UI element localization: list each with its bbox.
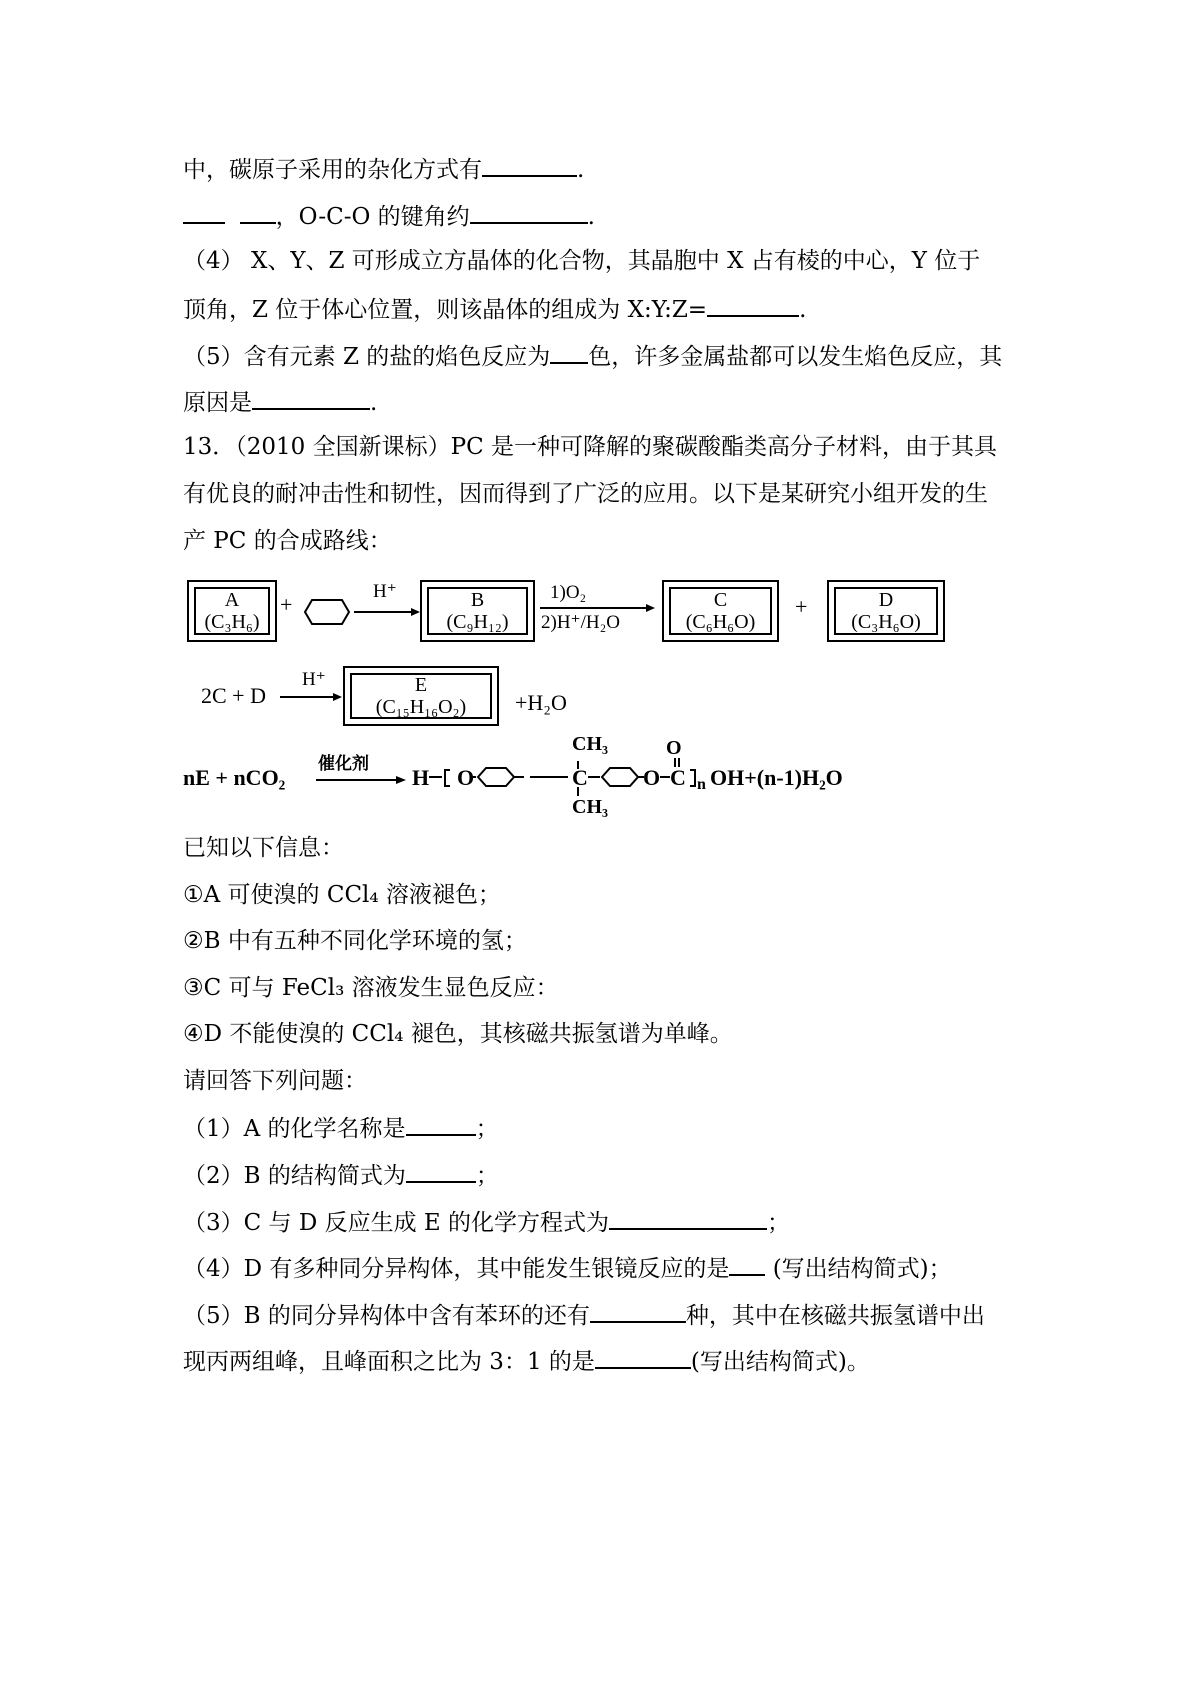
byproduct-water: +H₂O: [515, 690, 567, 715]
question-5-line-2: 现丙两组峰，且峰面积之比为 3：1 的是 (写出结构简式)。: [183, 1345, 870, 1377]
partial-line-2: ，O-C-O 的键角约 .: [183, 200, 595, 232]
partial-line-1: 中，碳原子采用的杂化方式有 .: [183, 153, 584, 185]
benzene-ring: [304, 598, 350, 626]
methyl-bottom: CH₃: [572, 796, 608, 818]
polymer-oh-end: OH+(n-1)H₂O: [710, 765, 843, 790]
answer-blank[interactable]: [729, 1252, 765, 1276]
known-item-4: ④D 不能使溴的 CCl₄ 褪色，其核磁共振氢谱为单峰。: [183, 1021, 733, 1047]
questions-title: 请回答下列问题：: [183, 1068, 367, 1094]
catalyst-label: 催化剂: [318, 754, 369, 774]
q5-line-2: 原因是 .: [183, 386, 377, 418]
question-3: （3）C 与 D 反应生成 E 的化学方程式为 ；: [183, 1206, 790, 1238]
problem13-intro-3: 产 PC 的合成路线：: [183, 528, 392, 554]
problem13-intro-1: 13．（2010 全国新课标）PC 是一种可降解的聚碳酸酯类高分子材料，由于其具: [183, 434, 997, 460]
arrow-1: [354, 607, 420, 617]
arrow-3: [280, 692, 342, 702]
question-5-line-1: （5）B 的同分异构体中含有苯环的还有 种，其中在核磁共振氢谱中出: [183, 1299, 985, 1331]
question-2: （2）B 的结构简式为 ；: [183, 1159, 499, 1191]
polymer-o-right: O: [643, 765, 661, 790]
answer-blank[interactable]: [595, 1345, 691, 1369]
box-b: B (C₉H₁₂): [420, 580, 535, 642]
question-1: （1）A 的化学名称是 ；: [183, 1112, 499, 1144]
answer-blank[interactable]: [550, 340, 588, 364]
answer-blank[interactable]: [470, 200, 588, 224]
question-4: （4）D 有多种同分异构体，其中能发生银镜反应的是 (写出结构简式)；: [183, 1252, 952, 1284]
answer-blank[interactable]: [406, 1159, 476, 1183]
box-a: A (C₃H₆): [187, 580, 277, 642]
answer-blank[interactable]: [707, 293, 799, 317]
box-c: C (C₆H₆O): [662, 580, 779, 642]
q5-line-1: （5）含有元素 Z 的盐的焰色反应为 色，许多金属盐都可以发生焰色反应，其: [183, 340, 1002, 372]
arrow-4: [316, 775, 406, 785]
repeat-n: n: [697, 776, 706, 793]
answer-blank[interactable]: [482, 153, 577, 177]
partial-line-2-text: ，O-C-O 的键角约: [275, 204, 470, 230]
condition-h-plus-2: H⁺: [302, 669, 326, 690]
condition-h-plus: H⁺: [373, 581, 397, 602]
box-d: D (C₃H₆O): [827, 580, 945, 642]
problem13-intro-2: 有优良的耐冲击性和韧性，因而得到了广泛的应用。以下是某研究小组开发的生: [183, 481, 988, 507]
partial-line-1-text: 中，碳原子采用的杂化方式有: [183, 157, 482, 183]
reactants-ne-nco2: nE + nCO₂: [183, 765, 286, 790]
q4-line-1: （4） X、Y、Z 可形成立方晶体的化合物，其晶胞中 X 占有棱的中心，Y 位于: [183, 248, 981, 274]
known-item-2: ②B 中有五种不同化学环境的氢；: [183, 928, 527, 954]
reactants-2c-d: 2C + D: [201, 683, 266, 708]
polymer-h-end: H: [412, 765, 430, 790]
box-e: E (C₁₅H₁₆O₂): [343, 666, 499, 726]
polymer-c-center: C: [572, 765, 588, 790]
answer-blank[interactable]: [609, 1206, 767, 1230]
q4-line-2: 顶角，Z 位于体心位置，则该晶体的组成为 X:Y:Z= .: [183, 293, 806, 325]
answer-blank[interactable]: [406, 1112, 476, 1136]
condition-h-plus-h2o: 2)H⁺/H₂O: [541, 612, 620, 633]
known-item-3: ③C 可与 FeCl₃ 溶液发生显色反应：: [183, 975, 559, 1001]
answer-blank[interactable]: [240, 200, 276, 224]
known-item-1: ①A 可使溴的 CCl₄ 溶液褪色；: [183, 882, 501, 908]
carbonyl-oxygen: O: [666, 737, 682, 759]
methyl-top: CH₃: [572, 733, 608, 755]
answer-blank[interactable]: [183, 200, 225, 224]
condition-o2: 1)O₂: [550, 582, 587, 603]
polymer-o-left: O: [457, 765, 475, 790]
polymer-carbonyl-c: C: [670, 765, 686, 790]
known-title: 已知以下信息：: [183, 835, 344, 861]
answer-blank[interactable]: [590, 1299, 686, 1323]
answer-blank[interactable]: [252, 386, 370, 410]
polymer-structure-lines: [420, 740, 720, 810]
